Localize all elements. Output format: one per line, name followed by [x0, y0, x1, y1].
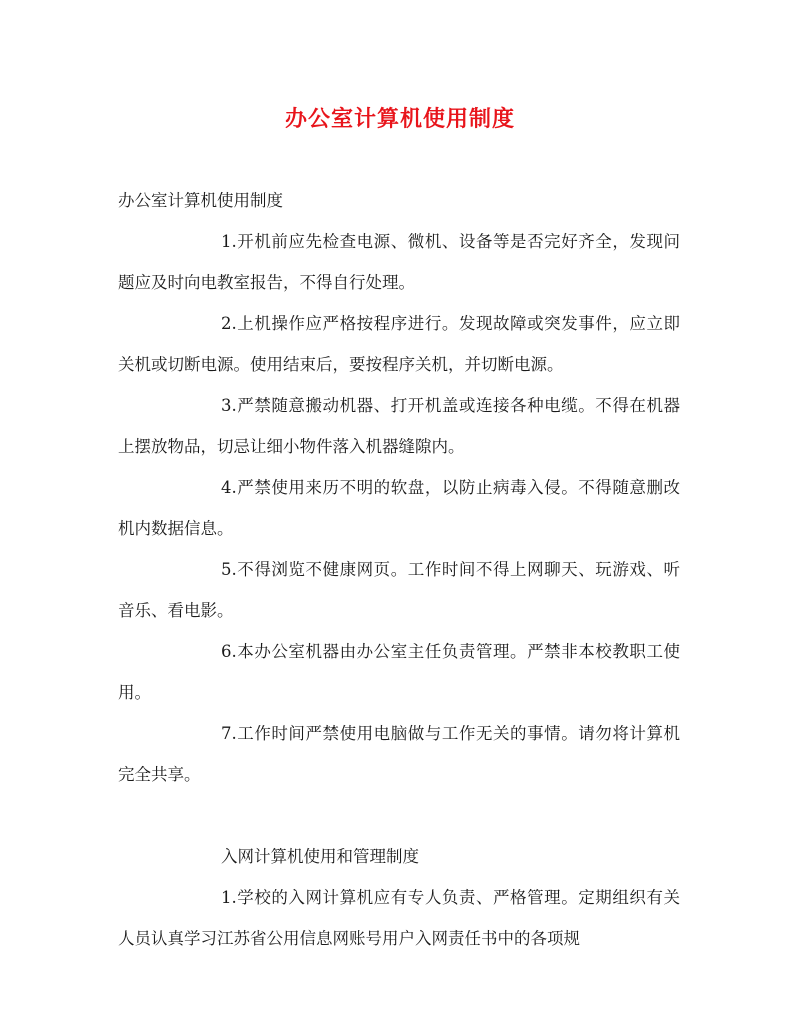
rule-paragraph-3: 3.严禁随意搬动机器、打开机盖或连接各种电缆。不得在机器上摆放物品，切忌让细小物件落入机器缝隙内。	[118, 396, 680, 456]
section-heading: 办公室计算机使用制度	[118, 191, 283, 210]
rule-paragraph-1: 1.开机前应先检查电源、微机、设备等是否完好齐全，发现问题应及时向电教室报告，不得自行处理。	[118, 232, 680, 292]
section2-rule-paragraph-1: 1.学校的入网计算机应有专人负责、严格管理。定期组织有关人员认真学习江苏省公用信息网账号用户入网责任书中的各项规	[118, 888, 680, 948]
rule-paragraph-7: 7.工作时间严禁使用电脑做与工作无关的事情。请勿将计算机完全共享。	[118, 724, 680, 784]
document-title: 办公室计算机使用制度	[284, 106, 515, 132]
rule-paragraph-2: 2.上机操作应严格按程序进行。发现故障或突发事件，应立即关机或切断电源。使用结束后，要按程序关机，并切断电源。	[118, 314, 680, 374]
document-body	[118, 180, 680, 959]
section-spacer	[118, 795, 680, 836]
rule-paragraph-4: 4.严禁使用来历不明的软盘，以防止病毒入侵。不得随意删改机内数据信息。	[118, 478, 680, 538]
rule-paragraph-6: 6.本办公室机器由办公室主任负责管理。严禁非本校教职工使用。	[118, 642, 680, 702]
section2-heading: 入网计算机使用和管理制度	[221, 847, 419, 866]
rule-paragraph-5: 5.不得浏览不健康网页。工作时间不得上网聊天、玩游戏、听音乐、看电影。	[118, 560, 680, 620]
